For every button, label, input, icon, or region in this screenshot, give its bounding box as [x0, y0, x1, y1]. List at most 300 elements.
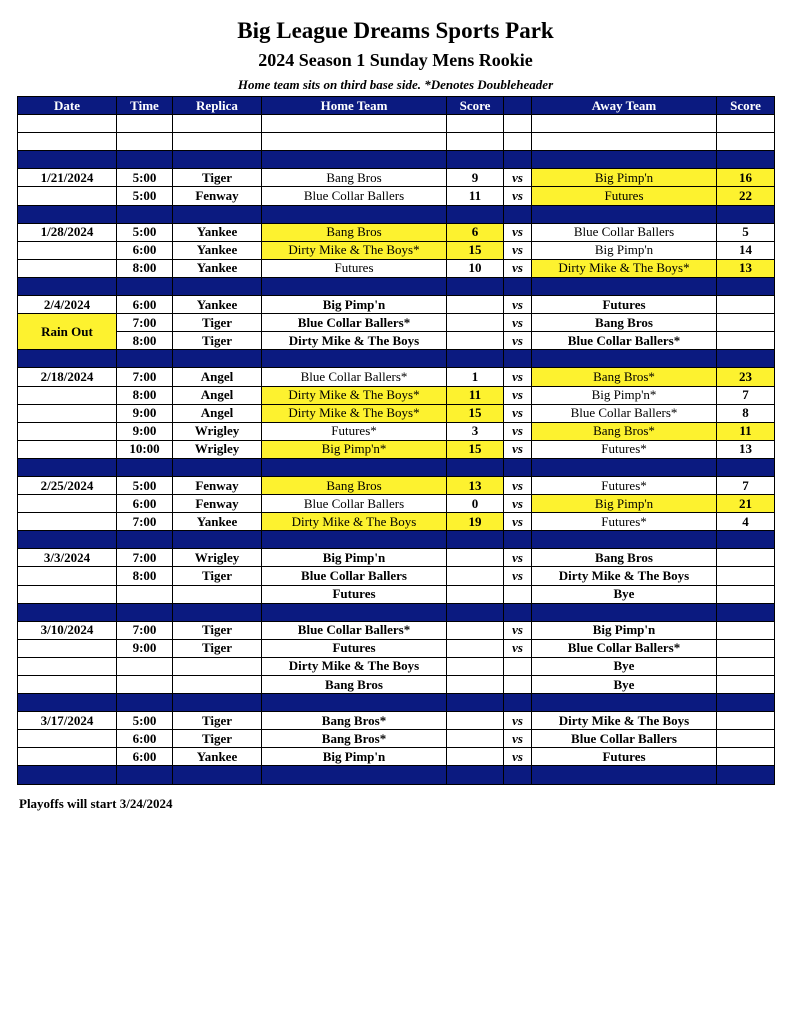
separator-cell	[117, 205, 173, 223]
separator-cell	[717, 277, 775, 295]
date-cell: 3/10/2024	[18, 621, 117, 639]
blank-row	[18, 133, 775, 151]
separator-cell	[532, 603, 717, 621]
separator-row	[18, 766, 775, 784]
vs-cell: vs	[504, 187, 532, 205]
away-score-cell	[717, 621, 775, 639]
separator-cell	[262, 205, 447, 223]
separator-cell	[173, 151, 262, 169]
time-cell: 7:00	[117, 621, 173, 639]
replica-cell: Tiger	[173, 567, 262, 585]
date-cell	[18, 404, 117, 422]
time-cell: 8:00	[117, 386, 173, 404]
home-score-cell: 9	[447, 169, 504, 187]
time-cell: 10:00	[117, 440, 173, 458]
separator-cell	[504, 350, 532, 368]
replica-cell: Yankee	[173, 748, 262, 766]
home-score-cell	[447, 549, 504, 567]
home-score-cell: 10	[447, 259, 504, 277]
separator-cell	[173, 277, 262, 295]
separator-cell	[262, 603, 447, 621]
time-cell: 8:00	[117, 332, 173, 350]
separator-row	[18, 694, 775, 712]
game-row	[18, 585, 775, 603]
home-score-cell: 6	[447, 223, 504, 241]
separator-cell	[173, 766, 262, 784]
replica-header: Replica	[173, 97, 262, 115]
away-score-cell: 11	[717, 422, 775, 440]
away-score-cell	[717, 585, 775, 603]
time-cell: 7:00	[117, 513, 173, 531]
separator-cell	[504, 205, 532, 223]
separator-cell	[504, 458, 532, 476]
separator-row	[18, 458, 775, 476]
time-cell	[117, 676, 173, 694]
home-score-cell: 13	[447, 476, 504, 494]
blank-cell	[532, 115, 717, 133]
game-row	[18, 748, 775, 766]
home-team-cell: Blue Collar Ballers*	[262, 368, 447, 386]
blank-cell	[447, 115, 504, 133]
time-cell: 5:00	[117, 223, 173, 241]
away-team-cell: Bang Bros	[532, 314, 717, 332]
separator-cell	[173, 350, 262, 368]
separator-cell	[532, 205, 717, 223]
separator-cell	[262, 151, 447, 169]
away-score-cell: 14	[717, 241, 775, 259]
home-score-cell	[447, 585, 504, 603]
time-cell: 8:00	[117, 259, 173, 277]
separator-cell	[117, 277, 173, 295]
separator-cell	[262, 350, 447, 368]
home-team-cell: Dirty Mike & The Boys*	[262, 386, 447, 404]
replica-cell: Tiger	[173, 730, 262, 748]
separator-cell	[447, 151, 504, 169]
separator-cell	[262, 694, 447, 712]
away-score-cell	[717, 657, 775, 675]
separator-cell	[447, 694, 504, 712]
replica-cell: Yankee	[173, 259, 262, 277]
schedule-table	[17, 96, 775, 785]
vs-cell: vs	[504, 259, 532, 277]
home-team-cell: Bang Bros*	[262, 712, 447, 730]
game-row	[18, 259, 775, 277]
home-team-cell: Futures	[262, 585, 447, 603]
separator-row	[18, 151, 775, 169]
vs-header	[504, 97, 532, 115]
home-team-cell: Dirty Mike & The Boys	[262, 513, 447, 531]
replica-cell	[173, 676, 262, 694]
home-team-cell: Dirty Mike & The Boys*	[262, 241, 447, 259]
date-cell: 1/28/2024	[18, 223, 117, 241]
separator-cell	[117, 766, 173, 784]
away-score-cell	[717, 676, 775, 694]
separator-cell	[173, 458, 262, 476]
game-row	[18, 314, 775, 332]
game-row	[18, 404, 775, 422]
separator-cell	[504, 151, 532, 169]
replica-cell: Tiger	[173, 639, 262, 657]
date-cell	[18, 676, 117, 694]
home-team-cell: Big Pimp'n	[262, 549, 447, 567]
home-score-header: Score	[447, 97, 504, 115]
home-team-cell: Dirty Mike & The Boys	[262, 657, 447, 675]
date-cell	[18, 657, 117, 675]
date-cell	[18, 585, 117, 603]
home-score-cell: 19	[447, 513, 504, 531]
date-cell	[18, 241, 117, 259]
replica-cell: Angel	[173, 404, 262, 422]
vs-cell: vs	[504, 422, 532, 440]
home-team-cell: Bang Bros	[262, 223, 447, 241]
rain-out-label: Rain Out	[18, 314, 117, 350]
date-cell: 3/17/2024	[18, 712, 117, 730]
playoffs-note: Playoffs will start 3/24/2024	[19, 796, 173, 811]
home-team-cell: Bang Bros	[262, 676, 447, 694]
home-score-cell	[447, 567, 504, 585]
away-team-cell: Bang Bros*	[532, 422, 717, 440]
replica-cell: Fenway	[173, 476, 262, 494]
separator-cell	[173, 694, 262, 712]
date-cell	[18, 422, 117, 440]
replica-cell	[173, 657, 262, 675]
away-score-cell	[717, 314, 775, 332]
separator-cell	[447, 458, 504, 476]
away-team-cell: Bye	[532, 657, 717, 675]
blank-cell	[262, 133, 447, 151]
header-row	[18, 97, 775, 115]
home-score-cell	[447, 314, 504, 332]
vs-cell	[504, 657, 532, 675]
separator-row	[18, 277, 775, 295]
home-team-header: Home Team	[262, 97, 447, 115]
blank-cell	[18, 133, 117, 151]
away-team-cell: Blue Collar Ballers*	[532, 332, 717, 350]
away-team-cell: Blue Collar Ballers	[532, 730, 717, 748]
replica-cell: Yankee	[173, 223, 262, 241]
away-team-cell: Futures*	[532, 476, 717, 494]
separator-row	[18, 531, 775, 549]
separator-cell	[117, 458, 173, 476]
game-row	[18, 422, 775, 440]
separator-cell	[504, 766, 532, 784]
separator-cell	[117, 151, 173, 169]
home-score-cell	[447, 676, 504, 694]
separator-cell	[173, 205, 262, 223]
away-score-cell: 7	[717, 386, 775, 404]
home-score-cell	[447, 730, 504, 748]
blank-cell	[117, 133, 173, 151]
replica-cell: Fenway	[173, 495, 262, 513]
time-cell: 9:00	[117, 422, 173, 440]
time-cell: 9:00	[117, 404, 173, 422]
away-team-cell: Futures	[532, 187, 717, 205]
home-score-cell	[447, 639, 504, 657]
home-score-cell	[447, 296, 504, 314]
home-team-cell: Blue Collar Ballers	[262, 567, 447, 585]
date-cell	[18, 639, 117, 657]
away-team-cell: Big Pimp'n	[532, 621, 717, 639]
separator-cell	[18, 205, 117, 223]
blank-cell	[18, 115, 117, 133]
time-cell: 6:00	[117, 296, 173, 314]
date-cell	[18, 567, 117, 585]
separator-cell	[18, 694, 117, 712]
separator-cell	[447, 603, 504, 621]
game-row	[18, 386, 775, 404]
time-cell: 7:00	[117, 549, 173, 567]
date-cell	[18, 495, 117, 513]
separator-cell	[18, 766, 117, 784]
home-score-cell: 3	[447, 422, 504, 440]
home-score-cell: 0	[447, 495, 504, 513]
separator-cell	[717, 350, 775, 368]
away-team-cell: Bang Bros*	[532, 368, 717, 386]
separator-cell	[532, 350, 717, 368]
separator-cell	[717, 766, 775, 784]
away-score-cell: 7	[717, 476, 775, 494]
home-score-cell: 15	[447, 241, 504, 259]
game-row	[18, 549, 775, 567]
away-score-cell: 23	[717, 368, 775, 386]
date-cell	[18, 187, 117, 205]
time-cell: 5:00	[117, 169, 173, 187]
date-cell: 2/25/2024	[18, 476, 117, 494]
separator-cell	[717, 694, 775, 712]
separator-cell	[532, 694, 717, 712]
home-team-cell: Big Pimp'n	[262, 748, 447, 766]
replica-cell: Wrigley	[173, 440, 262, 458]
away-score-cell: 4	[717, 513, 775, 531]
vs-cell: vs	[504, 314, 532, 332]
away-team-cell: Dirty Mike & The Boys*	[532, 259, 717, 277]
game-row	[18, 476, 775, 494]
separator-row	[18, 603, 775, 621]
vs-cell: vs	[504, 730, 532, 748]
blank-cell	[532, 133, 717, 151]
time-cell: 7:00	[117, 314, 173, 332]
game-row	[18, 730, 775, 748]
away-score-cell: 22	[717, 187, 775, 205]
game-row	[18, 567, 775, 585]
vs-cell	[504, 676, 532, 694]
separator-cell	[532, 277, 717, 295]
blank-row	[18, 115, 775, 133]
time-header: Time	[117, 97, 173, 115]
game-row	[18, 621, 775, 639]
vs-cell: vs	[504, 567, 532, 585]
blank-cell	[262, 115, 447, 133]
separator-row	[18, 205, 775, 223]
separator-cell	[717, 205, 775, 223]
home-score-cell: 1	[447, 368, 504, 386]
time-cell: 7:00	[117, 368, 173, 386]
replica-cell: Fenway	[173, 187, 262, 205]
home-score-cell: 15	[447, 440, 504, 458]
away-team-cell: Big Pimp'n	[532, 241, 717, 259]
vs-cell: vs	[504, 639, 532, 657]
home-team-cell: Futures*	[262, 422, 447, 440]
away-score-cell: 16	[717, 169, 775, 187]
time-cell: 9:00	[117, 639, 173, 657]
home-team-cell: Dirty Mike & The Boys*	[262, 404, 447, 422]
home-team-cell: Bang Bros	[262, 476, 447, 494]
game-row	[18, 169, 775, 187]
home-team-cell: Dirty Mike & The Boys	[262, 332, 447, 350]
separator-cell	[117, 603, 173, 621]
vs-cell: vs	[504, 748, 532, 766]
schedule-body	[18, 115, 775, 784]
blank-cell	[504, 115, 532, 133]
home-team-cell: Bang Bros*	[262, 730, 447, 748]
separator-cell	[18, 458, 117, 476]
away-score-cell: 21	[717, 495, 775, 513]
away-score-cell	[717, 712, 775, 730]
vs-cell: vs	[504, 513, 532, 531]
game-row	[18, 495, 775, 513]
away-team-cell: Bang Bros	[532, 549, 717, 567]
game-row	[18, 187, 775, 205]
time-cell: 6:00	[117, 241, 173, 259]
away-team-cell: Dirty Mike & The Boys	[532, 712, 717, 730]
separator-cell	[173, 603, 262, 621]
time-cell: 8:00	[117, 567, 173, 585]
separator-cell	[117, 531, 173, 549]
away-team-cell: Futures*	[532, 440, 717, 458]
away-score-cell	[717, 639, 775, 657]
separator-cell	[532, 531, 717, 549]
away-score-cell: 5	[717, 223, 775, 241]
home-score-cell	[447, 748, 504, 766]
away-team-cell: Big Pimp'n*	[532, 386, 717, 404]
replica-cell: Wrigley	[173, 549, 262, 567]
blank-cell	[117, 115, 173, 133]
home-team-cell: Blue Collar Ballers*	[262, 314, 447, 332]
away-score-cell: 8	[717, 404, 775, 422]
date-cell: 1/21/2024	[18, 169, 117, 187]
separator-row	[18, 350, 775, 368]
home-score-cell: 11	[447, 386, 504, 404]
date-header: Date	[18, 97, 117, 115]
date-cell	[18, 259, 117, 277]
home-score-cell	[447, 621, 504, 639]
away-score-cell	[717, 567, 775, 585]
separator-cell	[447, 531, 504, 549]
away-score-cell: 13	[717, 259, 775, 277]
replica-cell: Yankee	[173, 513, 262, 531]
page-title: Big League Dreams Sports Park	[237, 18, 554, 43]
vs-cell: vs	[504, 241, 532, 259]
game-row	[18, 513, 775, 531]
vs-cell: vs	[504, 368, 532, 386]
separator-cell	[262, 531, 447, 549]
separator-cell	[717, 151, 775, 169]
blank-cell	[173, 133, 262, 151]
separator-cell	[262, 458, 447, 476]
separator-cell	[262, 277, 447, 295]
game-row	[18, 368, 775, 386]
vs-cell: vs	[504, 332, 532, 350]
time-cell: 5:00	[117, 476, 173, 494]
separator-cell	[18, 531, 117, 549]
home-team-cell: Futures	[262, 639, 447, 657]
blank-cell	[447, 133, 504, 151]
replica-cell: Tiger	[173, 314, 262, 332]
time-cell: 5:00	[117, 712, 173, 730]
separator-cell	[717, 531, 775, 549]
home-score-cell: 15	[447, 404, 504, 422]
time-cell	[117, 657, 173, 675]
away-team-cell: Bye	[532, 676, 717, 694]
away-score-cell: 13	[717, 440, 775, 458]
separator-cell	[447, 350, 504, 368]
vs-cell: vs	[504, 440, 532, 458]
game-row	[18, 712, 775, 730]
replica-cell: Tiger	[173, 712, 262, 730]
separator-cell	[504, 277, 532, 295]
replica-cell: Yankee	[173, 241, 262, 259]
vs-cell: vs	[504, 296, 532, 314]
away-team-cell: Futures	[532, 296, 717, 314]
separator-cell	[173, 531, 262, 549]
date-cell: 2/18/2024	[18, 368, 117, 386]
replica-cell: Tiger	[173, 621, 262, 639]
away-team-cell: Big Pimp'n	[532, 495, 717, 513]
separator-cell	[532, 766, 717, 784]
separator-cell	[117, 350, 173, 368]
away-score-cell	[717, 296, 775, 314]
vs-cell: vs	[504, 223, 532, 241]
game-row	[18, 639, 775, 657]
time-cell: 6:00	[117, 730, 173, 748]
separator-cell	[447, 205, 504, 223]
date-cell	[18, 730, 117, 748]
vs-cell: vs	[504, 621, 532, 639]
page-subtitle: 2024 Season 1 Sunday Mens Rookie	[258, 50, 533, 70]
home-team-cell: Bang Bros	[262, 169, 447, 187]
separator-cell	[717, 603, 775, 621]
date-cell	[18, 513, 117, 531]
separator-cell	[504, 603, 532, 621]
date-cell	[18, 440, 117, 458]
away-team-cell: Bye	[532, 585, 717, 603]
game-row	[18, 296, 775, 314]
home-team-cell: Blue Collar Ballers	[262, 187, 447, 205]
date-cell: 3/3/2024	[18, 549, 117, 567]
away-team-cell: Big Pimp'n	[532, 169, 717, 187]
game-row	[18, 223, 775, 241]
home-score-cell: 11	[447, 187, 504, 205]
blank-cell	[173, 115, 262, 133]
separator-cell	[717, 458, 775, 476]
time-cell: 5:00	[117, 187, 173, 205]
blank-cell	[504, 133, 532, 151]
away-score-cell	[717, 332, 775, 350]
separator-cell	[18, 350, 117, 368]
replica-cell	[173, 585, 262, 603]
vs-cell: vs	[504, 476, 532, 494]
vs-cell: vs	[504, 169, 532, 187]
away-team-cell: Futures*	[532, 513, 717, 531]
date-cell	[18, 386, 117, 404]
away-score-cell	[717, 549, 775, 567]
away-team-cell: Blue Collar Ballers	[532, 223, 717, 241]
blank-cell	[717, 133, 775, 151]
separator-cell	[532, 458, 717, 476]
vs-cell: vs	[504, 712, 532, 730]
game-row	[18, 440, 775, 458]
game-row	[18, 332, 775, 350]
